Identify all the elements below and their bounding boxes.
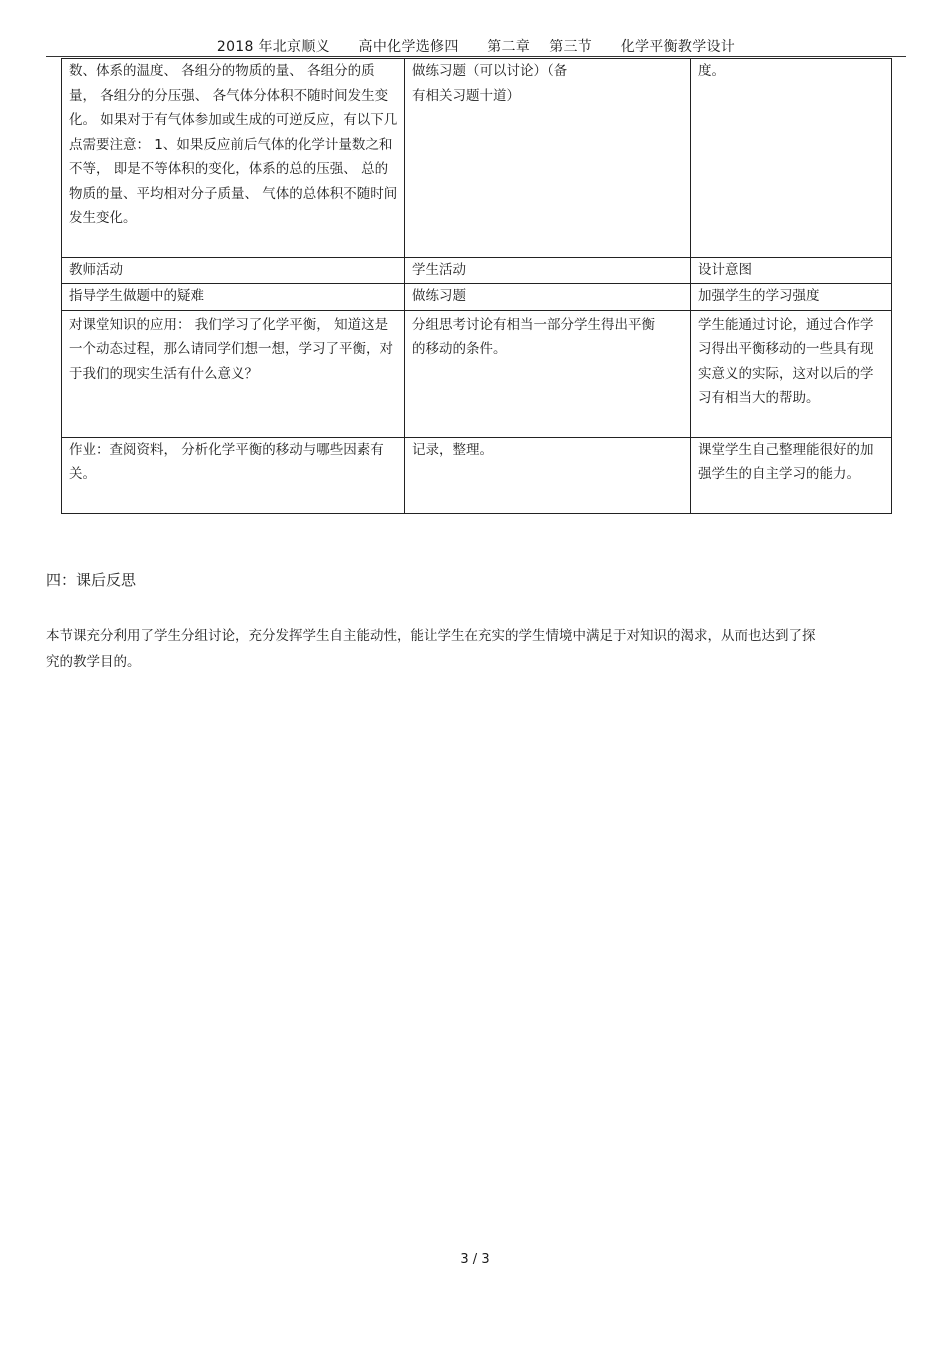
- table-row: [62, 283, 892, 310]
- table-row: [62, 437, 892, 513]
- student-activity-cell: 分组思考讨论有相当一部分学生得出平衡的移动的条件。: [405, 310, 691, 437]
- design-intent-cell: 加强学生的学习强度: [691, 283, 892, 310]
- reflection-body: 本节课充分利用了学生分组讨论，充分发挥学生自主能动性，能让学生在充实的学生情境中满足于对知识的渴求，从而也达到了探究的教学目的。: [46, 628, 816, 670]
- lesson-plan-table: [61, 58, 892, 514]
- design-intent-cell: 度。: [691, 59, 892, 258]
- design-intent-cell: 学生能通过讨论，通过合作学习得出平衡移动的一些具有现实意义的实际，这对以后的学习有相当大的帮助。: [691, 310, 892, 437]
- student-activity-cell: 做练习题（可以讨论）（备有相关习题十道）: [405, 59, 691, 258]
- design-intent-cell: 课堂学生自己整理能很好的加强学生的自主学习的能力。: [691, 437, 892, 513]
- page-number: 3 / 3: [460, 1252, 490, 1267]
- table-row: [62, 59, 892, 258]
- student-activity-cell: 记录，整理。: [405, 437, 691, 513]
- teacher-activity-cell: 指导学生做题中的疑难: [62, 283, 405, 310]
- teacher-activity-cell: 数、体系的温度、 各组分的物质的量、 各组分的质量， 各组分的分压强、 各气体分体积不随时间发生变化。 如果对于有气体参加或生成的可逆反应，有以下几点需要注意： 1、如果反应前后气体的化学计量数之和不等， 即是不等体积的变化，体系的总的压强、 总的物质的量、平均相对分子质量、 气体的总体积不随时间发生变化。: [62, 59, 405, 258]
- student-activity-cell: 做练习题: [405, 283, 691, 310]
- column-header-teacher: 教师活动: [62, 258, 405, 284]
- teacher-activity-cell: 对课堂知识的应用： 我们学习了化学平衡， 知道这是一个动态过程，那么请同学们想一想，学习了平衡，对于我们的现实生活有什么意义？: [62, 310, 405, 437]
- column-header-intent: 设计意图: [691, 258, 892, 284]
- reflection-title: 四：课后反思: [46, 571, 137, 589]
- page-header: 2018 年北京顺义 高中化学选修四 第二章 第三节 化学平衡教学设计: [216, 39, 736, 55]
- table-row: [62, 310, 892, 437]
- header-divider: [46, 56, 906, 57]
- teacher-activity-cell: 作业：查阅资料， 分析化学平衡的移动与哪些因素有关。: [62, 437, 405, 513]
- column-header-student: 学生活动: [405, 258, 691, 284]
- table-header-row: [62, 258, 892, 284]
